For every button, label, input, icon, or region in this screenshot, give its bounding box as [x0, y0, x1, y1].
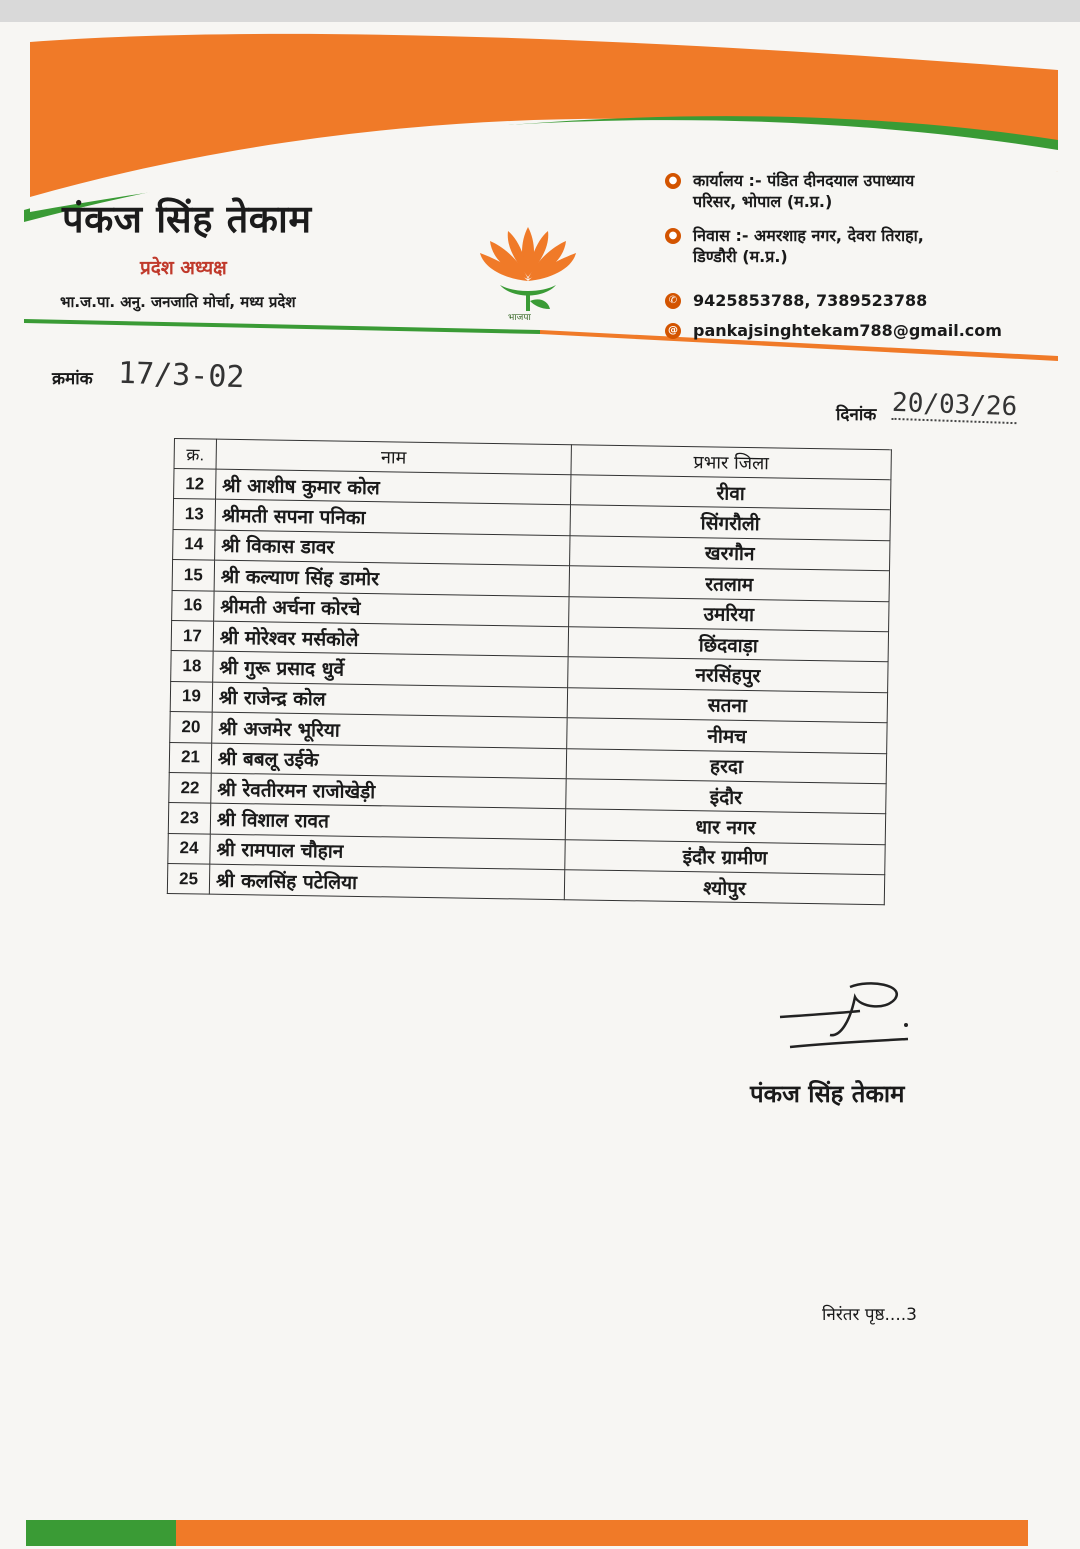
name-cell: श्री विशाल रावत: [210, 803, 565, 839]
logo-text: भाजपा: [508, 313, 531, 323]
serial-cell: 23: [168, 803, 210, 834]
district-cell: धार नगर: [565, 809, 885, 844]
office-address: [665, 170, 1025, 212]
reference-label: क्रमांक: [52, 369, 93, 389]
header-serial: क्र.: [174, 439, 216, 470]
district-cell: नीमच: [567, 718, 887, 753]
district-cell: इंदौर: [566, 779, 886, 814]
email-address: pankajsinghtekam788@gmail.com: [693, 321, 1002, 340]
sender-name: पंकज सिंह तेकाम: [62, 196, 312, 241]
name-cell: श्री गुरू प्रसाद धुर्वे: [213, 651, 568, 687]
serial-cell: 24: [168, 833, 210, 864]
district-cell: उमरिया: [569, 596, 889, 631]
serial-cell: 16: [172, 590, 214, 621]
district-cell: सिंगरौली: [570, 505, 890, 540]
district-cell: खरगौन: [570, 536, 890, 571]
serial-cell: 14: [173, 529, 215, 560]
district-cell: श्योपुर: [564, 870, 884, 905]
district-cell: नरसिंहपुर: [568, 657, 888, 692]
header-name: नाम: [216, 439, 571, 475]
serial-cell: 25: [167, 864, 209, 895]
district-cell: सतना: [567, 687, 887, 722]
district-cell: इंदौर ग्रामीण: [565, 839, 885, 874]
name-cell: श्री आशीष कुमार कोल: [216, 469, 571, 505]
header-district: प्रभार जिला: [571, 445, 891, 480]
serial-cell: 15: [172, 560, 214, 591]
serial-cell: 20: [170, 712, 212, 743]
organization-name: भा.ज.पा. अनु. जनजाति मोर्चा, मध्य प्रदेश: [60, 293, 296, 311]
name-cell: श्री कल्याण सिंह डामोर: [214, 560, 569, 596]
serial-cell: 18: [171, 651, 213, 682]
district-cell: हरदा: [566, 748, 886, 783]
district-cell: रीवा: [570, 475, 890, 510]
serial-cell: 13: [173, 499, 215, 530]
date-value: 20/03/26: [891, 387, 1018, 423]
sender-post: प्रदेश अध्यक्ष: [140, 257, 227, 279]
name-cell: श्री बबलू उईके: [211, 743, 566, 779]
name-cell: श्रीमती अर्चना कोरचे: [214, 591, 569, 627]
name-cell: श्री अजमेर भूरिया: [212, 712, 567, 748]
serial-cell: 21: [169, 742, 211, 773]
phone-icon: ✆: [665, 293, 681, 309]
footer-green-band: [26, 1520, 176, 1546]
name-cell: श्री कलसिंह पटेलिया: [209, 864, 564, 900]
phone-numbers: 9425853788, 7389523788: [693, 291, 928, 310]
residence-address-text: निवास :- अमरशाह नगर, देवरा तिराहा, डिण्डौरी (म.प्र.): [693, 226, 924, 266]
signatory-name: पंकज सिंह तेकाम: [750, 1079, 905, 1108]
serial-cell: 19: [170, 681, 212, 712]
serial-cell: 12: [174, 469, 216, 500]
reference-number: 17/3-02: [117, 355, 246, 396]
district-cell: रतलाम: [569, 566, 889, 601]
email-icon: @: [665, 323, 681, 339]
name-cell: श्री विकास डावर: [215, 530, 570, 566]
serial-cell: 17: [171, 620, 213, 651]
phone-contact: [665, 290, 1025, 311]
name-cell: श्री मोरेश्वर मर्सकोले: [213, 621, 568, 657]
residence-address: [665, 225, 1025, 267]
serial-cell: 22: [169, 772, 211, 803]
name-cell: श्री रामपाल चौहान: [210, 834, 565, 870]
footer-orange-band: [176, 1520, 1028, 1546]
location-pin-icon: ●: [665, 228, 681, 244]
district-cell: छिंदवाड़ा: [568, 627, 888, 662]
district-incharge-table: [167, 438, 892, 906]
rule-green: [24, 319, 540, 334]
continued-note: निरंतर पृष्ठ....3: [822, 1305, 917, 1325]
email-contact: [665, 320, 1025, 341]
office-address-text: कार्यालय :- पंडित दीनदयाल उपाध्याय परिसर, भोपाल (म.प्र.): [693, 171, 915, 211]
name-cell: श्री रेवतीरमन राजोखेड़ी: [211, 773, 566, 809]
name-cell: श्रीमती सपना पनिका: [215, 500, 570, 536]
letterhead-page: [0, 22, 1080, 1549]
name-cell: श्री राजेन्द्र कोल: [212, 682, 567, 718]
location-pin-icon: ●: [665, 173, 681, 189]
handwritten-signature: [770, 977, 910, 1057]
date-label: दिनांक: [836, 405, 877, 425]
